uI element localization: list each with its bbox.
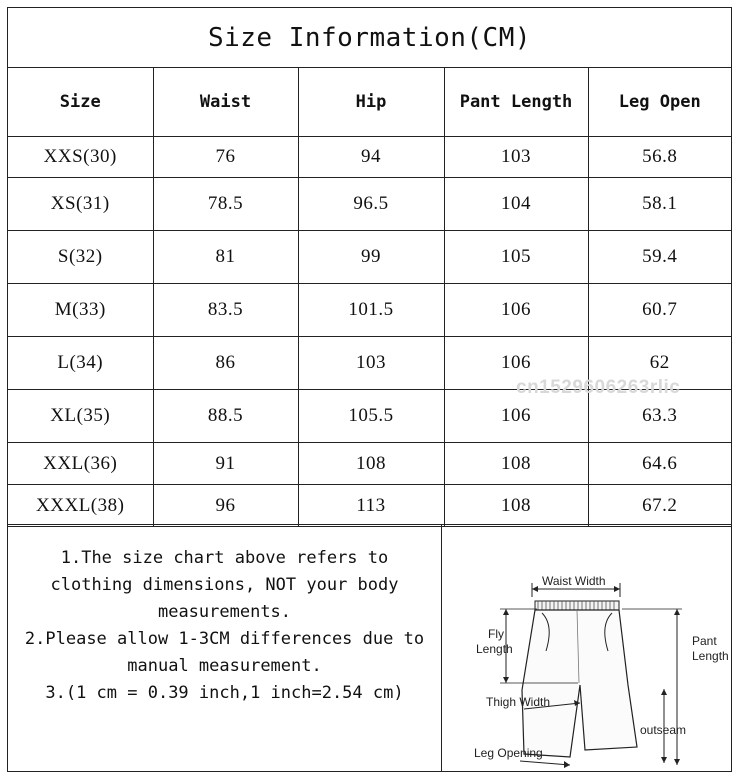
arrowhead-icon: [674, 759, 680, 765]
cell-pant-length: 108: [444, 485, 588, 527]
note-1: 1.The size chart above refers to clothing dimensions, NOT your body measurements.: [50, 548, 399, 622]
cell-size: XL(35): [8, 390, 153, 443]
note-2: 2.Please allow 1-3CM differences due to manual measurement.: [24, 629, 425, 676]
leg-opening-arrow: [520, 761, 570, 765]
cell-hip: 99: [298, 231, 444, 284]
cell-size: S(32): [8, 231, 153, 284]
cell-hip: 94: [298, 137, 444, 178]
table-header-row: [8, 68, 731, 137]
arrowhead-icon: [661, 757, 667, 763]
arrowhead-icon: [503, 677, 509, 683]
table-row: [8, 443, 731, 485]
table-row: [8, 231, 731, 284]
chart-title: Size Information(CM): [8, 8, 731, 68]
cell-size: L(34): [8, 337, 153, 390]
cell-leg-open: 59.4: [588, 231, 731, 284]
table-row: [8, 284, 731, 337]
table-row: [8, 137, 731, 178]
header-waist: Waist: [153, 68, 298, 137]
cell-hip: 96.5: [298, 178, 444, 231]
arrowhead-icon: [532, 586, 538, 592]
cell-waist: 83.5: [153, 284, 298, 337]
cell-waist: 96: [153, 485, 298, 527]
label-pant-length: Length: [692, 649, 729, 663]
cell-hip: 113: [298, 485, 444, 527]
arrowhead-icon: [503, 609, 509, 615]
arrowhead-icon: [564, 761, 570, 768]
header-leg-open: Leg Open: [588, 68, 731, 137]
arrowhead-icon: [614, 586, 620, 592]
cell-leg-open: 62: [588, 337, 731, 390]
label-thigh-width: Thigh Width: [486, 695, 551, 709]
label-pant: Pant: [692, 634, 717, 648]
cell-pant-length: 105: [444, 231, 588, 284]
cell-leg-open: 63.3: [588, 390, 731, 443]
cell-pant-length: 103: [444, 137, 588, 178]
cell-pant-length: 104: [444, 178, 588, 231]
size-table: [8, 68, 731, 527]
cell-size: XXXL(38): [8, 485, 153, 527]
cell-pant-length: 106: [444, 284, 588, 337]
label-outseam: outseam: [640, 723, 687, 737]
cell-waist: 86: [153, 337, 298, 390]
label-fly-length: Length: [476, 642, 513, 656]
note-3: 3.(1 cm = 0.39 inch,1 inch=2.54 cm): [45, 683, 404, 703]
cell-pant-length: 106: [444, 337, 588, 390]
cell-waist: 88.5: [153, 390, 298, 443]
cell-leg-open: 60.7: [588, 284, 731, 337]
header-hip: Hip: [298, 68, 444, 137]
pants-outline: [522, 610, 637, 757]
cell-waist: 78.5: [153, 178, 298, 231]
cell-leg-open: 58.1: [588, 178, 731, 231]
watermark: cn1529606263rlic: [516, 377, 681, 398]
table-row: [8, 485, 731, 527]
table-row: [8, 178, 731, 231]
footer-section: [8, 524, 731, 771]
pants-diagram-svg: [442, 525, 731, 771]
cell-leg-open: 64.6: [588, 443, 731, 485]
arrowhead-icon: [661, 689, 667, 695]
header-size: Size: [8, 68, 153, 137]
cell-waist: 81: [153, 231, 298, 284]
cell-waist: 76: [153, 137, 298, 178]
size-notes: [8, 525, 442, 771]
cell-pant-length: 108: [444, 443, 588, 485]
cell-hip: 101.5: [298, 284, 444, 337]
label-leg-opening: Leg Opening: [474, 746, 543, 760]
cell-hip: 105.5: [298, 390, 444, 443]
pants-measurement-diagram: [442, 525, 731, 771]
cell-hip: 108: [298, 443, 444, 485]
cell-size: XXL(36): [8, 443, 153, 485]
arrowhead-icon: [674, 609, 680, 615]
cell-pant-length: 106: [444, 390, 588, 443]
label-waist-width: Waist Width: [542, 574, 606, 588]
header-pant-length: Pant Length: [444, 68, 588, 137]
label-fly: Fly: [488, 627, 504, 641]
cell-size: XS(31): [8, 178, 153, 231]
cell-leg-open: 67.2: [588, 485, 731, 527]
cell-leg-open: 56.8: [588, 137, 731, 178]
cell-waist: 91: [153, 443, 298, 485]
cell-hip: 103: [298, 337, 444, 390]
waistband: [535, 601, 619, 610]
cell-size: M(33): [8, 284, 153, 337]
cell-size: XXS(30): [8, 137, 153, 178]
